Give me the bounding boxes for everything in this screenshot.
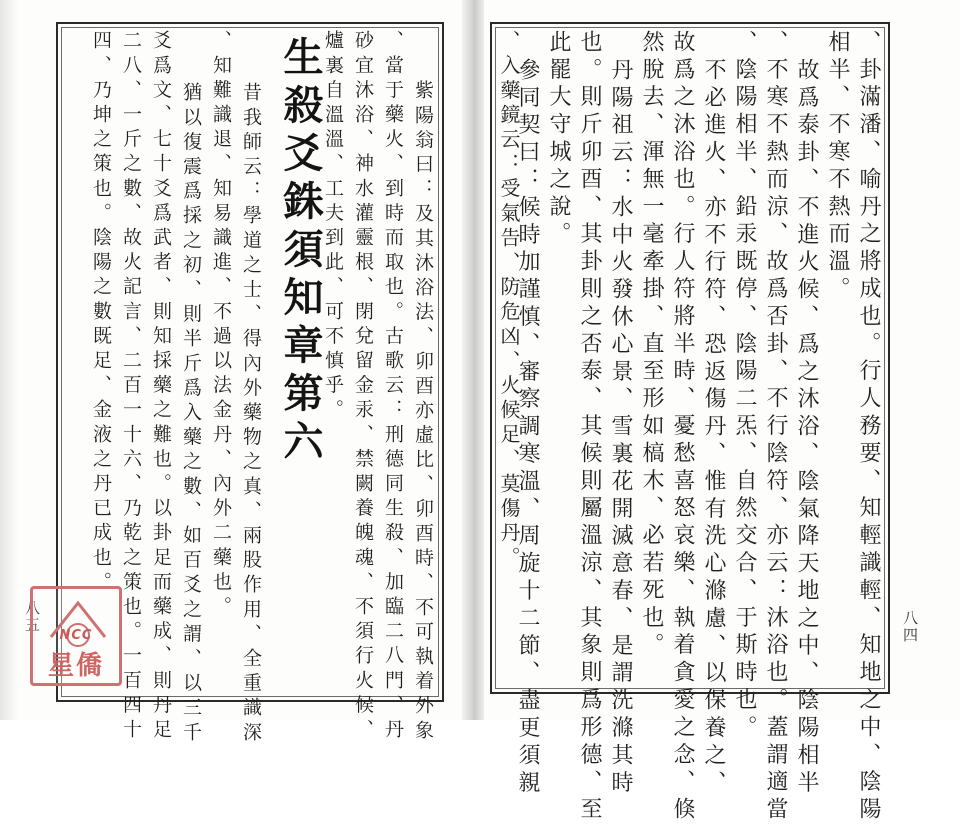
page-edge-shadow	[0, 0, 18, 720]
right-text-column: 、陰陽相半、鉛汞既停、陰陽二炁、自然交合、于斯時也。	[732, 30, 757, 743]
left-text-column: 、知難識退、知易識進、不過以法金丹、內外二藥也。	[210, 30, 232, 621]
chapter-title: 生殺爻銖須知章第六	[277, 36, 324, 468]
right-text-column: 故爲泰卦、不進火候、爲之沐浴、陰氣降天地之中、陰陽相半	[794, 58, 819, 798]
left-text-column: 猶以復震爲採之初、則半斤爲入藥之數、如百爻之謂、以三千	[180, 82, 202, 747]
left-text-column: 昔我師云：學道之士、得內外藥物之真、兩股作用、全重識深	[240, 82, 262, 747]
left-text-column: 紫陽翁曰：及其沐浴法、卯酉亦虛比、卯酉時、不可執着外象	[412, 80, 434, 745]
left-text-column: 二八、一斤之數、故火記言、二百一十六、乃乾之策也。一百四十	[120, 30, 142, 744]
right-text-column: 此罷大守城之說。	[546, 30, 571, 250]
right-text-column: 不必進火、亦不行符、恐返傷丹、惟有洗心滌慮、以保養之、	[701, 58, 726, 798]
right-text-column: 相半、不寒不熱而溫。	[825, 30, 850, 304]
left-text-column: 爻爲文、七十爻爲武者、則知採藥之難也。以卦足而藥成、則丹足	[150, 30, 172, 744]
book-gutter	[462, 0, 484, 720]
right-text-column: 也。則斤卯酉、其卦則之否泰、其候則屬溫涼、其象則爲形德、至	[577, 30, 602, 825]
right-text-column: 、卦滿潘、喻丹之將成也。行人務要、知輕識輕、知地之中、陰陽	[856, 30, 881, 825]
right-text-column: 、入藥鏡云：受氣告、防危凶、火候足、莫傷丹。	[497, 30, 521, 572]
left-text-column: 砂宜沐浴、神水灌靈根、閉兌留金汞、禁闕養魄魂、不須行火候、	[352, 30, 374, 744]
left-text-column: 爐裏自溫溫、工夫到此、可不慎乎。	[322, 30, 344, 424]
right-text-column: 丹陽祖云：水中火發休心景、雪裏花開滅意春、是謂洗滌其時	[608, 58, 633, 798]
left-page-number: 八五	[23, 600, 41, 634]
left-text-column: 四、乃坤之策也。陰陽之數既足、金液之丹已成也。	[90, 30, 112, 596]
watermark-stamp	[30, 586, 122, 686]
left-text-column: 、當于藥火、到時而取也。古歌云：刑德同生殺、加臨二八門、丹	[382, 30, 404, 744]
right-text-column: 故爲之沐浴也。行人符將半時、憂愁喜怒哀樂、執着貪愛之念、倏	[670, 30, 695, 825]
stamp-ncc-label: NCC	[59, 628, 93, 643]
right-text-column: 、不寒不熱而涼、故爲否卦、不行陰符、亦云：沐浴也。蓋謂適當	[763, 30, 788, 825]
stamp-name: 星僑	[47, 651, 104, 681]
right-text-column: 參同契曰：候時加謹慎、審察調寒溫、周旋十二節、盡更須親	[515, 58, 540, 798]
right-page-number: 八四	[901, 610, 919, 644]
right-text-column: 然脫去、渾無一毫牽掛、直至形如槁木、必若死也。	[639, 30, 664, 661]
